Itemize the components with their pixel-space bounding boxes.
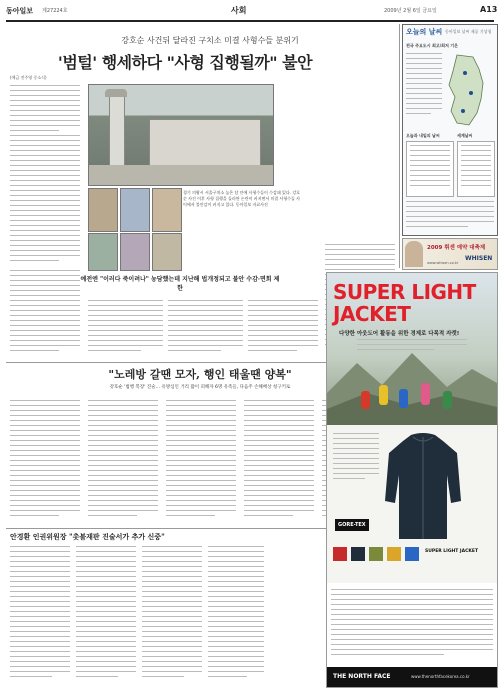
weather-table-title: 오늘과 내일의 날씨 <box>406 133 440 138</box>
ad-headline-line1: SUPER LIGHT <box>333 280 476 304</box>
article-body-col4 <box>248 300 318 358</box>
whisen-ad-headline: 2009 휘센 예약 대축제 <box>427 245 486 251</box>
article3-body-col1 <box>10 546 70 686</box>
article2-body-col3 <box>166 400 236 525</box>
ad-color-swatches <box>333 547 483 577</box>
whisen-ad-site: www.whisen.co.kr <box>427 261 459 265</box>
article-headline: '범털' 행세하다 "사형 집행될까" 불안 <box>57 53 313 72</box>
ad-headline-line2: JACKET <box>333 302 411 326</box>
whisen-ad-model <box>405 241 423 267</box>
masthead <box>6 5 498 19</box>
photo-caption: 경기 의왕시 서울구치소 높은 담 안에 사형수들이 수감돼 있다. 강호순 사건 이후 사형 집행을 둘러싼 논란이 커지면서 미결 사형수들 사이에서 불안감이 커지고 있다. 동아일보 자료사진 <box>183 190 301 207</box>
ad-product-copy <box>333 433 379 513</box>
portrait-photo-2 <box>120 188 150 232</box>
world-weather-title: 세계날씨 <box>457 133 473 138</box>
portrait-photo-4 <box>88 233 118 271</box>
korea-map <box>443 53 493 128</box>
color-swatch-3 <box>369 547 383 561</box>
prison-photo <box>88 84 274 186</box>
ad-store-list <box>331 589 493 661</box>
ad-footer-bar <box>327 667 497 687</box>
article-body-col1 <box>10 85 80 268</box>
prison-building <box>149 119 261 169</box>
header-rule <box>6 20 494 22</box>
issue-number: 제27224호 <box>42 8 68 14</box>
article3-body-col3 <box>142 546 202 686</box>
hiker-5 <box>443 391 452 409</box>
article-byline: (예금 전주영 중소식) <box>10 75 47 80</box>
whisen-ad-brand: WHISEN <box>465 255 493 262</box>
ad-tagline: 다양한 아웃도어 활동을 위한 경제로 다목적 자켓! <box>339 331 460 337</box>
portrait-photo-1 <box>88 188 118 232</box>
article2-body-col4 <box>244 400 314 525</box>
ad-brand: THE NORTH FACE <box>333 673 391 680</box>
ad-jacket-image <box>385 431 461 541</box>
article3-headline: 안경환 인권위원장 "촛불재판 진술서가 추가 신중" <box>10 532 165 541</box>
weather-footer <box>406 201 494 231</box>
hiker-4 <box>421 383 430 405</box>
ad-tagline-copy <box>357 339 467 357</box>
ad-goretex-badge <box>335 519 369 531</box>
whisen-ad[interactable] <box>402 238 498 270</box>
ad-website[interactable]: www.thenorthfacekorea.co.kr <box>411 674 470 679</box>
portrait-photo-5 <box>120 233 150 271</box>
article-pullquote: 예전엔 "이러다 죽이려나" 농담했는데 지난해 법개정되고 불안 수감·면회 제한 <box>80 276 280 292</box>
weather-table <box>406 141 454 197</box>
hiker-1 <box>361 391 370 409</box>
northface-ad[interactable] <box>326 272 498 688</box>
prison-tower-roof <box>105 89 127 97</box>
color-swatch-2 <box>351 547 365 561</box>
date-line: 2009년 2월 6일 금요일 <box>384 8 437 14</box>
color-swatch-1 <box>333 547 347 561</box>
article-kicker: 강호순 사건뒤 달라진 구치소 미결 사형수들 분위기 <box>121 36 299 45</box>
paper-name: 동아일보 <box>6 7 34 15</box>
ad-goretex-label: GORE-TEX <box>338 522 366 528</box>
article-body-col3 <box>168 300 243 358</box>
portrait-photo-6 <box>152 233 182 271</box>
article2-headline: "노레방 갈땐 모자, 행인 태울땐 양복" <box>108 368 292 381</box>
weather-region-text <box>406 53 442 128</box>
article3-body-col2 <box>76 546 136 686</box>
prison-wall <box>89 165 273 185</box>
color-swatch-4 <box>387 547 401 561</box>
prison-tower <box>109 93 125 175</box>
article2-body-col2 <box>88 400 158 525</box>
hiker-3 <box>399 389 408 408</box>
article-body-col2 <box>88 300 163 358</box>
column-divider <box>399 24 400 268</box>
hiker-2 <box>379 385 388 405</box>
article2-subhead: 강호순 '범행 복장' 진술… 유방심인 거리 많이 피해자 6명 유족들, 다음주 손해배상 청구키로 <box>109 385 291 390</box>
world-weather-table <box>457 141 495 197</box>
section-title: 사회 <box>231 6 247 15</box>
article3-body-col4 <box>208 546 264 686</box>
ad-product-label: SUPER LIGHT JACKET <box>425 549 479 554</box>
color-swatch-5 <box>405 547 419 561</box>
weather-title: 오늘의 날씨 <box>406 28 443 36</box>
weather-subtitle: 동아일보 날씨 제공 기상청 <box>445 29 492 34</box>
weather-box <box>402 24 498 236</box>
ad-product-panel <box>327 425 497 583</box>
article2-body-col1 <box>10 400 80 525</box>
weather-region-title: 전국 주요도시 최고/최저 기온 <box>406 43 459 48</box>
article-body-col6 <box>10 270 80 360</box>
portrait-photo-3 <box>152 188 182 232</box>
page-number: A13 <box>480 5 498 14</box>
